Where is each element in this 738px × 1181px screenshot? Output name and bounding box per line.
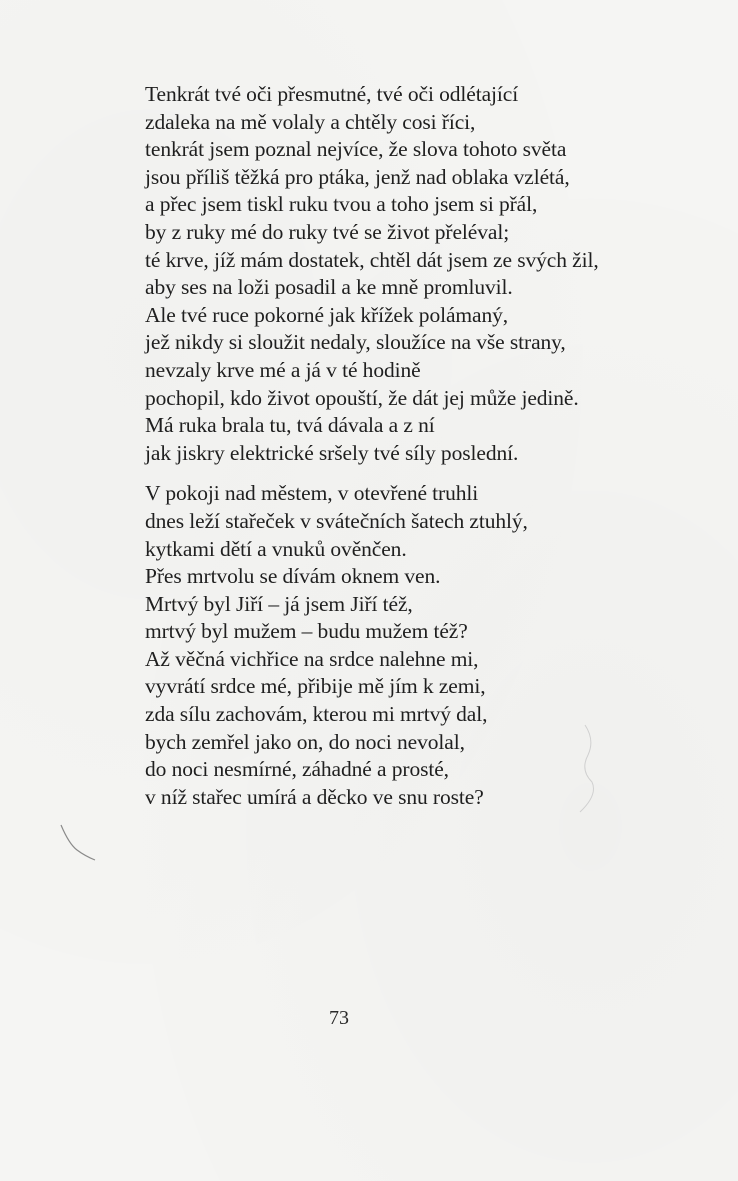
stanza-1 (145, 81, 665, 467)
poem-line: zda sílu zachovám, kterou mi mrtvý dal, (145, 702, 488, 727)
page-number: 73 (329, 1007, 349, 1029)
poem-line: Přes mrtvolu se dívám oknem ven. (145, 564, 441, 589)
poem-line: té krve, jíž mám dostatek, chtěl dát jsem ze svých žil, (145, 247, 599, 272)
poem-line: Tenkrát tvé oči přesmutné, tvé oči odlétající (145, 82, 519, 106)
poem-line: Má ruka brala tu, tvá dávala a z ní (145, 413, 435, 438)
poem-line: dnes leží stařeček v svátečních šatech ztuhlý, (145, 508, 528, 533)
poem-line: pochopil, kdo život opouští, že dát jej může jedině. (145, 385, 579, 410)
poem-line: do noci nesmírné, záhadné a prosté, (145, 757, 449, 782)
poem-line: aby ses na loži posadil a ke mně promluvil. (145, 275, 513, 300)
poem-line: by z ruky mé do ruky tvé se život přeléval; (145, 219, 510, 244)
poem (145, 81, 665, 811)
pencil-mark-icon (55, 820, 105, 865)
poem-line: Ale tvé ruce pokorné jak křížek polámaný, (145, 302, 509, 327)
poem-line: vyvrátí srdce mé, přibije mě jím k zemi, (145, 674, 486, 699)
poem-line: Mrtvý byl Jiří – já jsem Jiří též, (145, 591, 413, 616)
poem-line: v níž stařec umírá a děcko ve snu roste? (145, 784, 484, 809)
poem-line: kytkami dětí a vnuků ověnčen. (145, 536, 407, 561)
poem-line: mrtvý byl mužem – budu mužem též? (145, 619, 468, 644)
poem-line: a přec jsem tiskl ruku tvou a toho jsem si přál, (145, 192, 538, 217)
stanza-2 (145, 480, 665, 811)
poem-line: nevzaly krve mé a já v té hodině (145, 357, 421, 382)
poem-line: bych zemřel jako on, do noci nevolal, (145, 729, 465, 754)
poem-line: tenkrát jsem poznal nejvíce, že slova tohoto světa (145, 137, 567, 162)
poem-line: V pokoji nad městem, v otevřené truhli (145, 481, 479, 506)
poem-line: jak jiskry elektrické sršely tvé síly poslední. (145, 440, 519, 465)
poem-line: Až věčná vichřice na srdce nalehne mi, (145, 646, 479, 671)
poem-line: jsou příliš těžká pro ptáka, jenž nad oblaka vzlétá, (145, 164, 570, 189)
poem-line: zdaleka na mě volaly a chtěly cosi říci, (145, 109, 476, 134)
poem-line: jež nikdy si sloužit nedaly, sloužíce na vše strany, (145, 330, 566, 355)
